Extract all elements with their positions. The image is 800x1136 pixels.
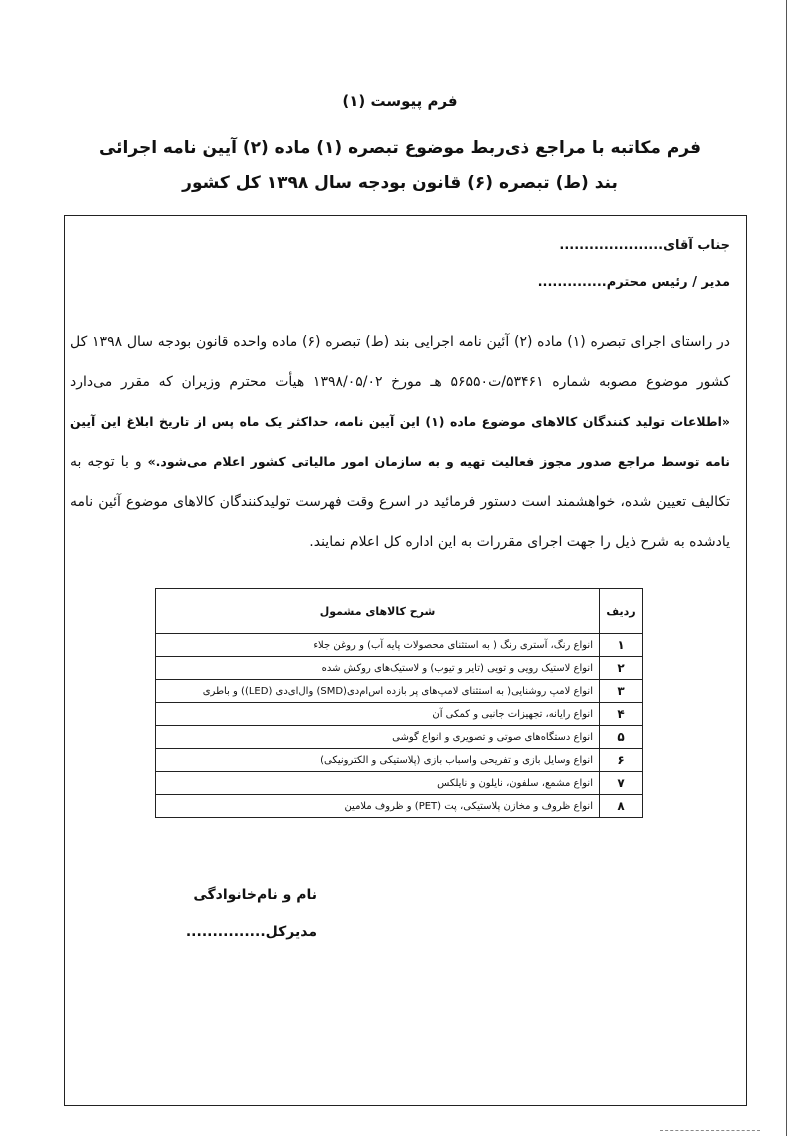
- table-body: [156, 634, 643, 818]
- row-number: ۸: [600, 795, 643, 818]
- recipient-line: جناب آقای.....................: [559, 238, 730, 253]
- row-description: انواع رایانه، تجهیزات جانبی و کمکی آن: [156, 703, 600, 726]
- row-description: انواع وسایل بازی و تفریحی واسباب بازی (پلاستیکی و الکترونیکی): [156, 749, 600, 772]
- table-row: [156, 703, 643, 726]
- row-number: ۷: [600, 772, 643, 795]
- row-description: انواع دستگاه‌های صوتی و تصویری و انواع گوشی: [156, 726, 600, 749]
- header-description: شرح کالاهای مشمول: [156, 589, 600, 634]
- signature-title-label: مدیرکل...............: [185, 924, 317, 940]
- body-part-2: و با توجه به تکالیف تعیین شده، خواهشمند است دستور فرمائید در اسرع وقت فهرست تولیدکنندگان کالاهای موضوع آئین نامه یادشده به شرح ذیل را جهت اجرای مقررات به این اداره کل اعلام نمایند.: [70, 454, 730, 550]
- table-row: [156, 749, 643, 772]
- table-header-row: [156, 589, 643, 634]
- table-row: [156, 795, 643, 818]
- scan-edge-line: [786, 0, 787, 1136]
- row-number: ۲: [600, 657, 643, 680]
- attachment-title: فرم پیوست (۱): [342, 92, 458, 110]
- row-number: ۶: [600, 749, 643, 772]
- row-description: انواع لاستیک رویی و تویی (تایر و تیوب) و لاستیک‌های روکش شده: [156, 657, 600, 680]
- table-row: [156, 634, 643, 657]
- signature-name-label: نام و نام‌خانوادگی: [193, 887, 317, 903]
- body-part-1: در راستای اجرای تبصره (۱) ماده (۲) آئین نامه اجرایی بند (ط) تبصره (۶) ماده واحده قانون بودجه سال ۱۳۹۸ کل کشور موضوع مصوبه شماره ۵۳۴۶۱/ت۵۶۵۵۰ هـ مورخ ۱۳۹۸/۰۵/۰۲ هیأت محترم وزیران که مقرر می‌دارد: [70, 334, 731, 390]
- row-number: ۳: [600, 680, 643, 703]
- body-quoted-bold: «اطلاعات تولید کنندگان کالاهای موضوع ماده (۱) این آیین نامه، حداکثر یک ماه پس از تاریخ ابلاغ این آیین نامه توسط مراجع صدور مجوز فعالیت تهیه و به سازمان امور مالیاتی کشور اعلام می‌شود.»: [70, 414, 731, 469]
- form-title-line-1: فرم مکاتبه با مراجع ذی‌ربط موضوع تبصره (۱) ماده (۲) آیین نامه اجرائی: [98, 138, 702, 158]
- row-description: انواع ظروف و مخازن پلاستیکی، پت (PET) و ظروف ملامین: [156, 795, 600, 818]
- row-description: انواع مشمع، سلفون، نایلون و نایلکس: [156, 772, 600, 795]
- table-row: [156, 680, 643, 703]
- row-number: ۵: [600, 726, 643, 749]
- position-line: مدیر / رئیس محترم..............: [537, 275, 730, 290]
- row-description: انواع لامپ روشنایی( به استثنای لامپ‌های پر بازده اس‌ام‌دی(SMD) وال‌ای‌دی (LED)) و باطری: [156, 680, 600, 703]
- footer-scan-marks: [660, 1130, 760, 1133]
- table-row: [156, 772, 643, 795]
- header-row-number: ردیف: [600, 589, 643, 634]
- letter-body: [70, 322, 730, 562]
- table-row: [156, 726, 643, 749]
- row-number: ۱: [600, 634, 643, 657]
- form-title-line-2: بند (ط) تبصره (۶) قانون بودجه سال ۱۳۹۸ کل کشور: [182, 173, 618, 193]
- table-row: [156, 657, 643, 680]
- goods-table: [155, 588, 643, 818]
- row-description: انواع رنگ، آستری رنگ ( به استثنای محصولات پایه آب) و روغن جلاء: [156, 634, 600, 657]
- row-number: ۴: [600, 703, 643, 726]
